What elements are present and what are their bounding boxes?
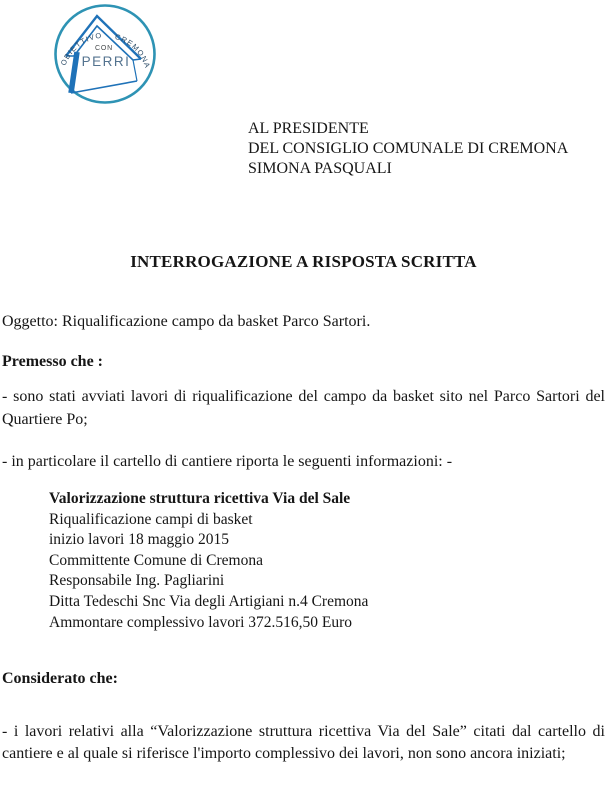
cartello-line-6: Ammontare complessivo lavori 372.516,50 Euro (49, 613, 353, 631)
cartello-line-5: Ditta Tedeschi Snc Via degli Artigiani n.4 Cremona (49, 592, 369, 610)
cartello-line-1: Riqualificazione campi di basket (49, 510, 253, 528)
cartello-block (49, 489, 569, 633)
cartello-line-3: Committente Comune di Cremona (49, 551, 263, 569)
cartello-title: Valorizzazione struttura ricettiva Via del Sale (49, 490, 351, 507)
logo-perri-text: PERRI (81, 54, 131, 69)
logo-arc-text-left: OBIETTIVO (58, 30, 103, 67)
cartello-line-4: Responsabile Ing. Pagliarini (49, 572, 225, 590)
premesso-item-1: - sono stati avviati lavori di riqualificazione del campo da basket sito nel Parco Sartori del Quartiere Po; (2, 388, 605, 428)
cartello-line-2: inizio lavori 18 maggio 2015 (49, 531, 229, 549)
logo-arc-text-right: CREMONA (113, 32, 153, 70)
premesso-heading: Premesso che : (2, 353, 103, 370)
page-title: INTERROGAZIONE A RISPOSTA SCRITTA (130, 252, 477, 271)
premesso-item-2: - in particolare il cartello di cantiere riporta le seguenti informazioni: - (2, 453, 453, 470)
considerato-heading: Considerato che: (2, 670, 118, 687)
subject-line: Oggetto: Riqualificazione campo da basket Parco Sartori. (2, 313, 371, 330)
obiettivo-cremona-logo (53, 3, 159, 105)
logo-con-text: CON (95, 45, 113, 52)
logo-graphic (53, 3, 159, 105)
considerato-item-1: - i lavori relativi alla “Valorizzazione struttura ricettiva Via del Sale” citati dal cartello di cantiere e al quale si riferisce l'importo complessivo dei lavori, non sono ancora iniziati; (2, 723, 605, 762)
recipient-line-1: AL PRESIDENTE (248, 120, 369, 137)
recipient-line-2: DEL CONSIGLIO COMUNALE DI CREMONA (248, 140, 569, 157)
recipient-line-3: SIMONA PASQUALI (248, 160, 392, 177)
recipient-block (248, 119, 604, 179)
